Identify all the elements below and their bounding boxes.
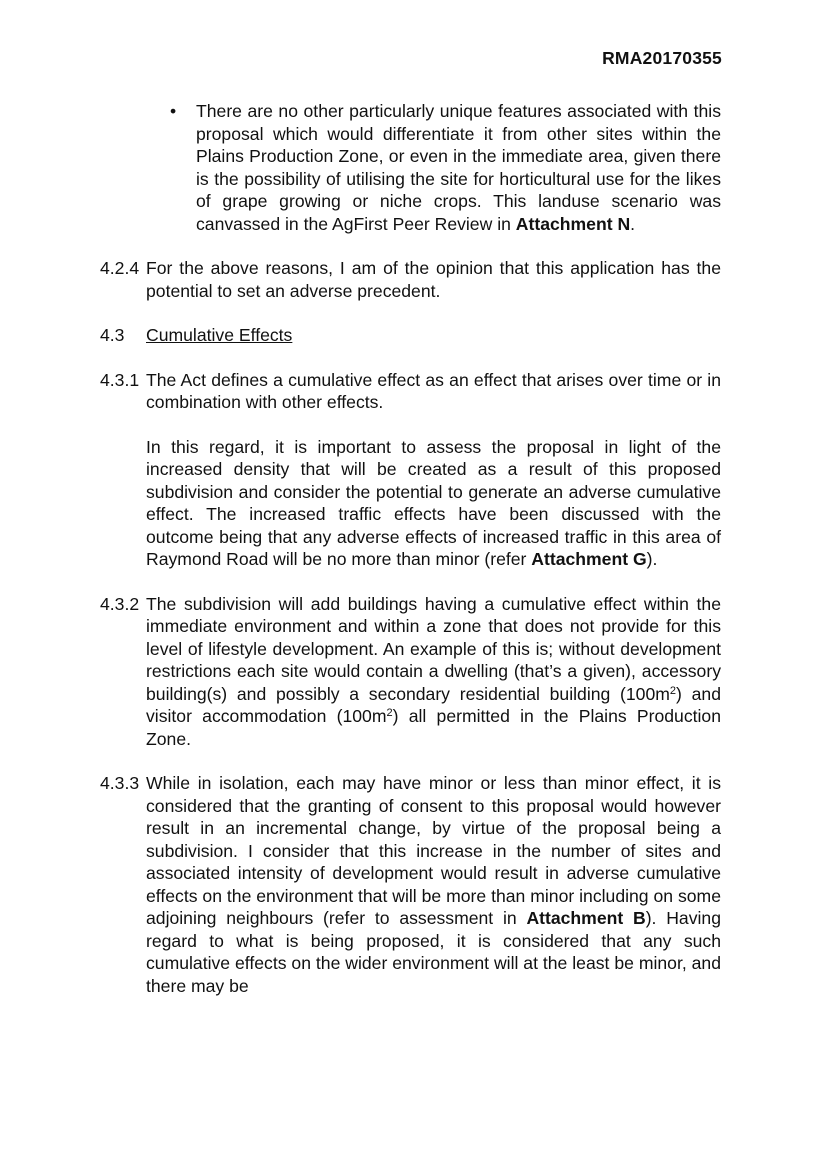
paragraph-4-3-1-continuation	[100, 436, 721, 571]
section-number: 4.3	[100, 325, 125, 345]
section-heading-4-3	[100, 324, 721, 347]
paragraph-4-2-4	[100, 257, 721, 302]
paragraph-text: The subdivision will add buildings having a cumulative effect within the immediate environment and within a zone that does not provide for this level of lifestyle development. An example of this is; without development restrictions each site would contain a dwelling (that’s a given), accessory building(s) and possibly a secondary residential building (100m	[146, 593, 721, 704]
document-reference: RMA20170355	[602, 48, 722, 68]
paragraph-text-end: ). Having regard to what is being proposed, it is considered that any such cumulative effects on the wider environment will at the least be minor, and there may be	[146, 908, 721, 996]
paragraph-text: ) all permitted in the Plains Production Zone.	[146, 706, 721, 749]
superscript: 2	[669, 684, 677, 697]
bullet-item	[100, 100, 721, 235]
paragraph-text-end: ).	[646, 549, 658, 569]
paragraph-text: While in isolation, each may have minor or less than minor effect, it is considered that the granting of consent to this proposal would however result in an incremental change, by virtue of the proposal being a subdivision. I consider that this increase in the number of sites and associated intensity of development would result in adverse cumulative effects on the environment that will be more than minor including on some adjoining neighbours (refer to assessment in	[146, 773, 721, 928]
paragraph-number: 4.3.3	[100, 773, 140, 793]
paragraph-text: For the above reasons, I am of the opinion that this application has the potential to set an adverse precedent.	[146, 258, 721, 301]
paragraph-text: The Act defines a cumulative effect as an effect that arises over time or in combination with other effects.	[146, 369, 721, 412]
attachment-b-ref: Attachment B	[526, 908, 646, 928]
paragraph-text: ) and visitor accommodation (100m	[146, 683, 721, 726]
attachment-g-ref: Attachment G	[531, 549, 647, 569]
paragraph-text: In this regard, it is important to assess the proposal in light of the increased density that will be created as a result of this proposed subdivision and consider the potential to generate an adverse cumulative effect. The increased traffic effects have been discussed with the outcome being that any adverse effects of increased traffic in this area of Raymond Road will be no more than minor (refer	[146, 436, 721, 569]
section-title: Cumulative Effects	[146, 325, 293, 345]
paragraph-number: 4.2.4	[100, 258, 140, 278]
bullet-text: There are no other particularly unique features associated with this proposal which would differentiate it from other sites within the Plains Production Zone, or even in the immediate area, given there is the possibility of utilising the site for horticultural use for the likes of grape growing or niche crops. This landuse scenario was canvassed in the AgFirst Peer Review in	[196, 101, 721, 234]
paragraph-number: 4.3.2	[100, 593, 140, 614]
document-body	[100, 100, 721, 1019]
superscript: 2	[386, 707, 393, 719]
paragraph-4-3-2	[100, 593, 721, 751]
paragraph-4-3-3	[100, 772, 721, 997]
paragraph-number: 4.3.1	[100, 369, 140, 390]
bullet-text-end: .	[630, 213, 636, 234]
attachment-n-ref: Attachment N	[515, 213, 631, 234]
bullet-icon: •	[170, 101, 177, 121]
paragraph-4-3-1	[100, 369, 721, 414]
